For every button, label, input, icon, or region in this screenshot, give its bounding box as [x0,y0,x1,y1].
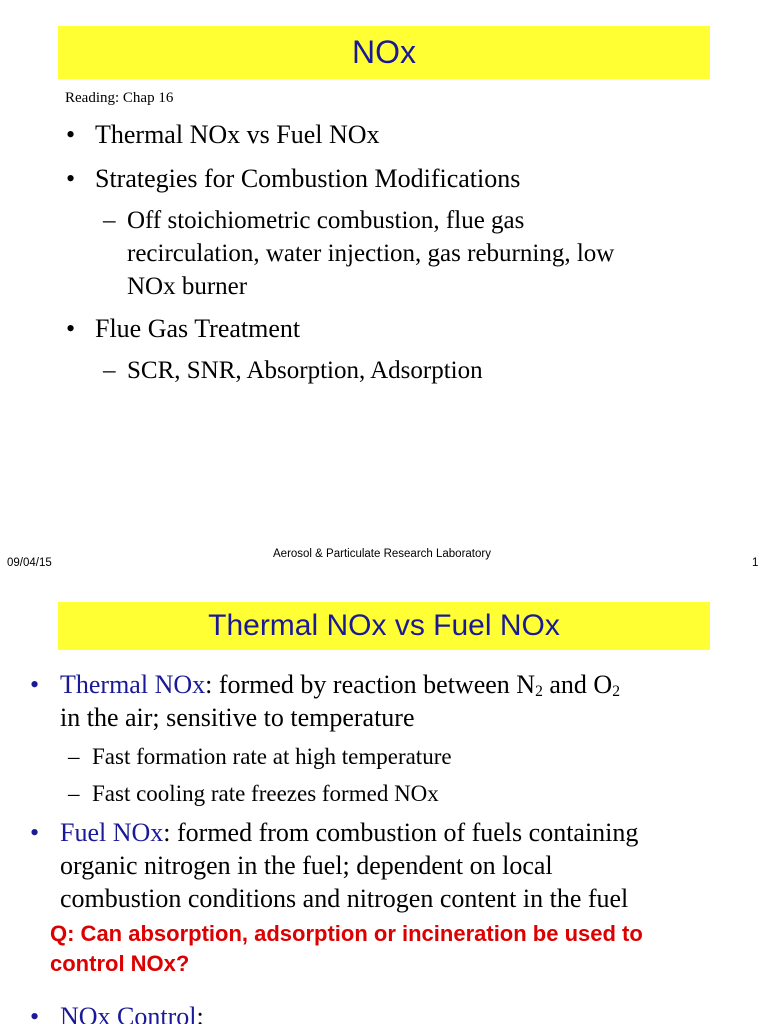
dash-marker: – [68,744,80,769]
bullet-combustion-modifications: Strategies for Combustion Modifications [95,164,521,193]
bullet-dot: • [30,818,40,847]
footer-date: 09/04/15 [7,557,52,569]
sub-bullet-treatment: SCR, SNR, Absorption, Adsorption [127,357,483,384]
slide-title [58,602,710,650]
sub-bullet-line: NOx burner [127,273,248,300]
dash-marker: – [68,781,80,806]
slide-title-text: NOx [352,34,416,70]
sub-bullet-line: Off stoichiometric combustion, flue gas [127,207,525,234]
nox-control-heading: NOx Control: [60,1000,204,1024]
dash-marker: – [103,207,116,234]
thermal-nox-definition-line-2: in the air; sensitive to temperature [60,703,415,732]
question-line-1: Q: Can absorption, adsorption or incineration be used to [50,921,643,946]
bullet-dot: • [30,670,40,699]
slide-title-text: Thermal NOx vs Fuel NOx [208,609,560,642]
bullet-flue-gas-treatment: Flue Gas Treatment [95,314,301,343]
term-thermal-nox: Thermal NOx [60,670,206,699]
question-line-2: control NOx? [50,951,190,976]
fuel-nox-definition-line-3: combustion conditions and nitrogen content in the fuel [60,884,629,913]
bullet-dot: • [66,164,76,193]
term-fuel-nox: Fuel NOx [60,818,164,847]
sub-bullet-line: recirculation, water injection, gas reburning, low [127,240,615,267]
thermal-point: Fast cooling rate freezes formed NOx [92,781,439,806]
bullet-thermal-vs-fuel: Thermal NOx vs Fuel NOx [95,120,380,149]
footer-lab: Aerosol & Particulate Research Laboratory [273,548,491,560]
fuel-nox-definition-line-2: organic nitrogen in the fuel; dependent on local [60,851,553,880]
bullet-dot: • [66,314,76,343]
bullet-dot: • [30,1002,40,1024]
term-nox-control: NOx Control [60,1002,197,1024]
dash-marker: – [103,357,116,384]
slide-title [58,26,710,79]
reading-note: Reading: Chap 16 [65,90,174,106]
footer-page-number: 1 [752,557,759,569]
thermal-nox-definition: Thermal NOx: formed by reaction between $N_2$ and $O_2$ [60,670,620,700]
fuel-nox-definition: Fuel NOx: formed from combustion of fuels containing [60,818,639,847]
slide-2 [0,577,768,1024]
thermal-point: Fast formation rate at high temperature [92,744,452,769]
bullet-dot: • [66,120,76,149]
